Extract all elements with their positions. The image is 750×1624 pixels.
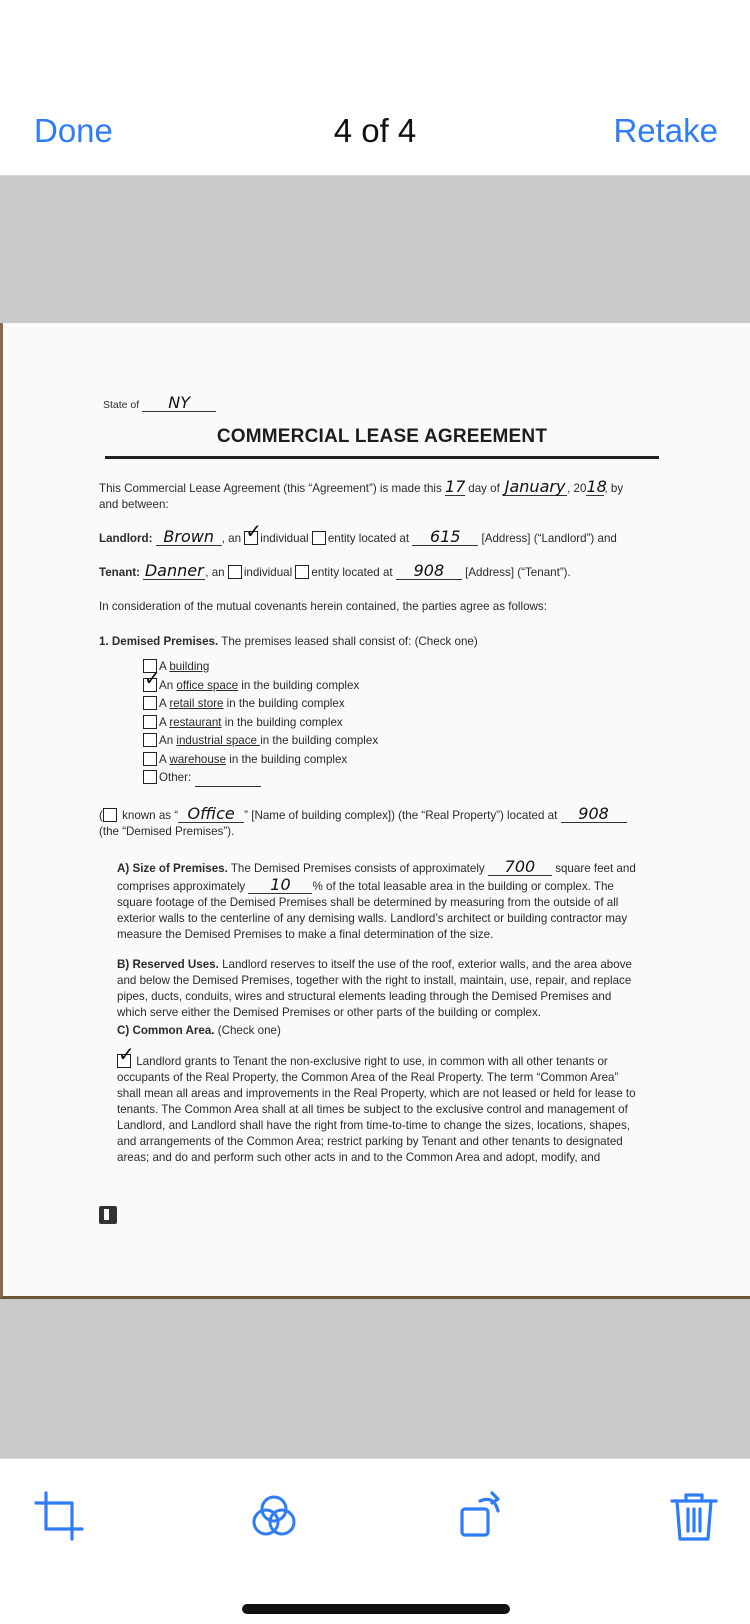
percent-area: 10 — [248, 877, 312, 894]
rotate-icon[interactable] — [456, 1489, 512, 1545]
section-c — [117, 1023, 665, 1039]
common-area-paragraph — [117, 1054, 665, 1166]
text: tenants. The Common Area shall at all times be subject to the exclusive control and management of — [117, 1103, 628, 1116]
common-area-checkbox — [117, 1054, 131, 1068]
text: , an — [205, 566, 225, 579]
scanned-document — [0, 323, 750, 1299]
text: entity located at — [327, 532, 410, 545]
text: exterior walls to the centerline of any demising walls. Landlord’s architect or building contractor may — [117, 912, 628, 925]
trash-icon[interactable] — [666, 1489, 722, 1545]
premises-checkbox — [143, 770, 157, 784]
home-indicator[interactable] — [242, 1604, 510, 1614]
text: and below the Demised Premises, together with the right to install, maintain, use, repair, and replace — [117, 974, 632, 987]
agreement-year: 18 — [586, 477, 607, 496]
intro-text: , by — [604, 482, 624, 495]
landlord-line — [99, 529, 669, 547]
premises-option — [143, 733, 543, 752]
text: Landlord grants to Tenant the non-exclusive right to use, in common with all other tenants or — [136, 1055, 608, 1068]
known-as-checkbox — [103, 808, 117, 822]
done-button[interactable]: Done — [34, 112, 113, 149]
text: ” [Name of building complex]) (the “Real Property”) located at — [244, 809, 558, 822]
premises-checkbox — [143, 752, 157, 766]
text: comprises approximately — [117, 880, 246, 893]
premises-option — [143, 659, 543, 678]
text: measure the Demised Premises to make a final determination of the size. — [117, 928, 494, 941]
premises-text: A — [159, 752, 170, 766]
tenant-label: Tenant: — [99, 566, 141, 579]
section-b — [117, 957, 665, 1021]
section-1-title: 1. Demised Premises. — [99, 635, 219, 648]
premises-checkbox — [143, 678, 157, 692]
landlord-individual-checkbox — [244, 531, 258, 545]
retake-button[interactable]: Retake — [613, 112, 718, 149]
text: individual — [260, 532, 309, 545]
landlord-address: 615 — [412, 529, 478, 546]
state-line — [103, 395, 216, 413]
square-feet: 700 — [488, 859, 552, 876]
premises-type: warehouse — [169, 752, 227, 766]
filters-icon[interactable] — [246, 1489, 302, 1545]
premises-checkbox — [143, 715, 157, 729]
premises-text: in the building complex — [238, 678, 360, 692]
text: % of the total leasable area in the building or complex. The — [312, 880, 614, 893]
premises-type: office space — [176, 678, 239, 692]
lawdepot-logo-icon — [99, 1206, 117, 1224]
premises-checkbox — [143, 696, 157, 710]
intro-text: , 20 — [567, 482, 587, 495]
tenant-address: 908 — [396, 563, 462, 580]
tenant-name: Danner — [144, 561, 204, 580]
real-property-address: 908 — [561, 806, 627, 823]
premises-text: in the building complex — [223, 697, 345, 710]
other-blank — [195, 770, 261, 787]
text: Landlord reserves to itself the use of the roof, exterior walls, and the area above — [222, 958, 632, 971]
text: which serve either the Demised Premises or other parts of the building or complex. — [117, 1006, 542, 1019]
premises-checkbox — [143, 733, 157, 747]
premises-text: A — [159, 715, 170, 729]
premises-option — [143, 715, 543, 734]
text: (Check one) — [217, 1024, 281, 1037]
tenant-line — [99, 563, 669, 581]
premises-option — [143, 678, 543, 697]
intro-text: and between: — [99, 498, 169, 511]
section-c-title: C) Common Area. — [117, 1024, 215, 1037]
text: [Address] (“Landlord”) and — [481, 532, 617, 545]
premises-type: retail store — [169, 697, 224, 710]
premises-text: in the building complex — [221, 715, 343, 729]
text: areas; and do and perform such other acts in and to the Common Area and adopt, modify, and — [117, 1151, 601, 1164]
premises-text: A — [159, 697, 170, 710]
page-counter: 4 of 4 — [333, 112, 417, 149]
premises-text: in the building complex — [260, 734, 379, 747]
text: Landlord, and Landlord shall have the right from time-to-time to change the sizes, locations, shapes, — [117, 1119, 630, 1132]
text: (the “Demised Premises”). — [99, 825, 235, 838]
agreement-day: 17 — [445, 477, 466, 496]
premises-options — [143, 659, 543, 789]
premises-option — [143, 770, 543, 789]
text: and arrangements of the Common Area; restrict parking by Tenant and other tenants to designated — [117, 1135, 623, 1148]
section-1 — [99, 634, 669, 650]
building-complex-name: Office — [178, 806, 244, 823]
agreement-month: January — [504, 477, 566, 496]
document-title: COMMERCIAL LEASE AGREEMENT — [216, 426, 548, 447]
premises-text: An — [159, 734, 177, 747]
text: square footage of the Demised Premises shall be determined by measuring from the outside of all — [117, 896, 619, 909]
section-a-title: A) Size of Premises. — [117, 862, 228, 875]
text: shall mean all areas and improvements in the Real Property, which are not leased or held for lease to — [117, 1087, 636, 1100]
landlord-name: Brown — [156, 529, 222, 546]
text: occupants of the Real Property, the Common Area of the Real Property. The term “Common Area” — [117, 1071, 619, 1084]
premises-text: Other: — [159, 771, 192, 784]
premises-type: restaurant — [169, 715, 222, 729]
premises-text: in the building complex — [226, 752, 348, 766]
premises-type: industrial space — [176, 734, 261, 747]
text: square feet and — [555, 862, 636, 875]
section-1-text: The premises leased shall consist of: (Check one) — [221, 635, 478, 648]
landlord-label: Landlord: — [99, 532, 153, 545]
known-as-paragraph: ( known as “ Office ” [Name of building complex]) (the “Real Property”) located at 908 (the “Demised Premises”). — [99, 806, 669, 840]
top-nav-bar — [0, 0, 750, 176]
tenant-individual-checkbox — [228, 565, 242, 579]
text: The Demised Premises consists of approximately — [230, 862, 485, 875]
title-divider — [105, 456, 659, 459]
premises-text: A — [159, 660, 170, 673]
landlord-entity-checkbox — [312, 531, 326, 545]
text: [Address] (“Tenant”). — [465, 566, 571, 579]
intro-text: This Commercial Lease Agreement (this “Agreement”) is made this — [99, 482, 442, 495]
bottom-toolbar — [0, 1458, 750, 1624]
text: entity located at — [311, 566, 393, 579]
consideration-text: In consideration of the mutual covenants herein contained, the parties agree as follows: — [99, 600, 547, 613]
text: pipes, ducts, conduits, wires and structural elements leading through the Demised Premises and — [117, 990, 612, 1003]
section-b-title: B) Reserved Uses. — [117, 958, 219, 971]
text: individual — [243, 566, 293, 579]
intro-text: day of — [468, 482, 500, 495]
premises-type: building — [169, 660, 210, 673]
state-value: NY — [142, 395, 216, 412]
text: known as “ — [122, 809, 179, 822]
tenant-entity-checkbox — [295, 565, 309, 579]
intro-paragraph — [99, 479, 669, 513]
premises-option — [143, 752, 543, 771]
text: , an — [221, 532, 242, 545]
state-label: State of — [103, 399, 140, 411]
section-a — [117, 859, 665, 943]
premises-text: An — [159, 678, 177, 692]
crop-icon[interactable] — [32, 1489, 88, 1545]
premises-option — [143, 696, 543, 715]
